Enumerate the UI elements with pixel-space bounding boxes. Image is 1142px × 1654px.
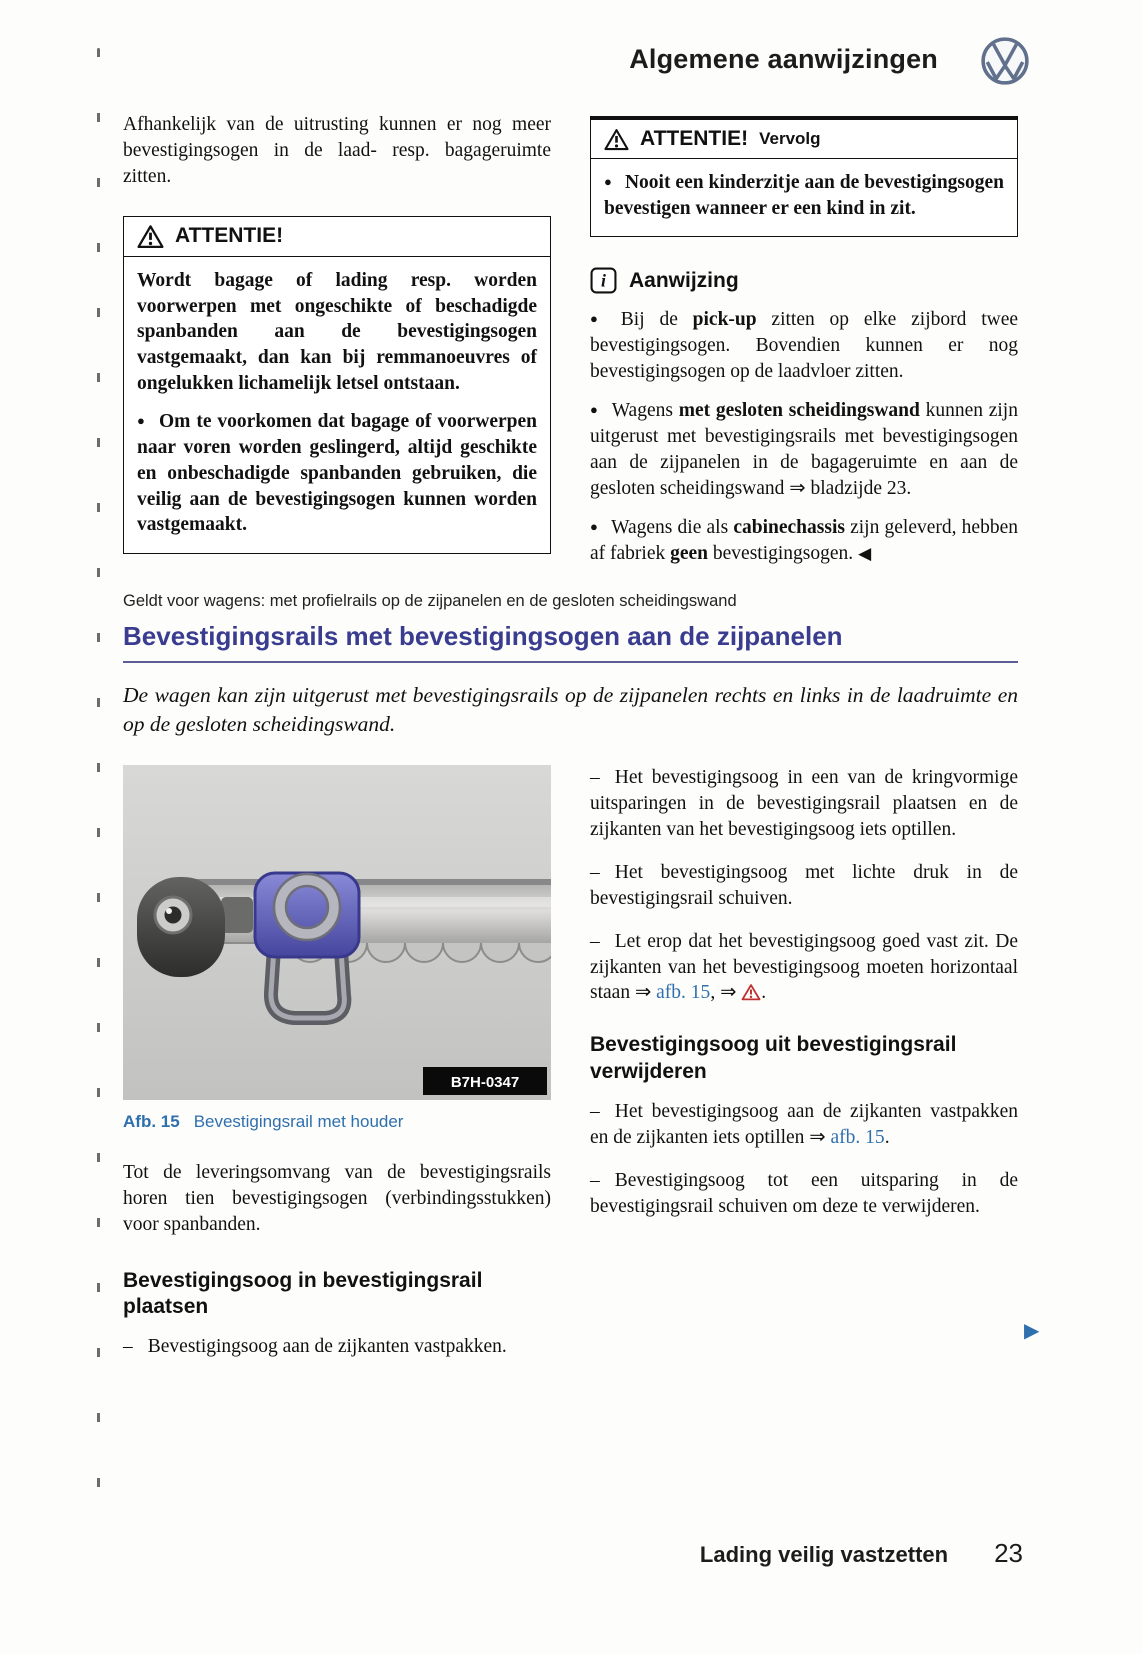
- warning-triangle-icon: [137, 224, 164, 249]
- text-part: .: [761, 982, 767, 1004]
- note-bullet-3: [590, 515, 1018, 567]
- step-place-eye: – Het bevestigingsoog in een van de kringvormige uitsparingen in de bevestigingsrail plaatsen en de zijkanten van het bevestigingsoog iets optillen.: [590, 765, 1018, 843]
- text-part: Let erop dat het bevestigingsoog goed vast zit. De zijkanten van het bevestigingsoog moeten horizontaal staan ⇒: [590, 930, 1018, 1004]
- right-lower-column: [590, 765, 1018, 1237]
- note-header: [590, 267, 1018, 294]
- section-intro: De wagen kan zijn uitgerust met bevestigingsrails op de zijpanelen rechts en links in de laadruimte en op de gesloten scheidingswand.: [123, 683, 1018, 737]
- subheading-remove: Bevestigingsoog uit bevestigingsrail verwijderen: [590, 1033, 957, 1083]
- note-bullet-2: [590, 398, 1018, 502]
- text-bold: geen: [670, 542, 709, 564]
- figure-image-rail-with-holder: [123, 765, 551, 1100]
- applicability-note: Geldt voor wagens: met profielrails op de zijpanelen en de gesloten scheidingswand: [123, 592, 737, 610]
- page-header-title: Algemene aanwijzingen: [629, 44, 938, 74]
- section-block: [123, 592, 1018, 739]
- figure-number: Afb. 15: [123, 1112, 180, 1131]
- footer-chapter-label: Lading veilig vastzetten: [699, 1542, 949, 1567]
- note-bullet-1: [590, 307, 1018, 385]
- text-part: , ⇒: [710, 982, 742, 1004]
- attention-continued-bullet: ● Nooit een kinderzitje aan de bevestigingsogen bevestigen wanneer er een kind in zit.: [604, 170, 1004, 221]
- warning-reference-icon: [741, 983, 761, 1001]
- text-part: zitten op elke zijbord twee bevestigingsogen. Bovendien kunnen er nog bevestigingsogen op de laadvloer zitten.: [590, 309, 1019, 383]
- page-footer: [123, 1538, 1023, 1569]
- figure-reference-link[interactable]: afb. 15: [656, 982, 711, 1004]
- figure-caption-text: Bevestigingsrail met houder: [193, 1112, 404, 1131]
- attention-continued-title: ATTENTIE!: [640, 127, 749, 150]
- binding-tick-marks: [97, 48, 100, 1526]
- text-part: Wagens: [611, 400, 679, 422]
- continuation-marker: ▶: [1024, 1320, 1040, 1342]
- text-part: kunnen zijn uitgerust met bevestigingsrails met bevestigingsogen aan de zijpanelen in de bagageruimte en aan de gesloten scheidingswand ⇒ bladzijde 23.: [590, 400, 1018, 499]
- figure-block: [123, 765, 551, 1377]
- figure-reference-link[interactable]: afb. 15: [830, 1126, 885, 1148]
- note-section: [590, 267, 1018, 566]
- vw-logo-icon: [980, 36, 1030, 86]
- warning-triangle-icon: [604, 128, 629, 151]
- step-check-seated: [590, 929, 1018, 1007]
- attention-continued-suffix: Vervolg: [759, 129, 821, 148]
- attention-continued-body: [591, 159, 1017, 236]
- text-part: Wagens die als: [611, 516, 734, 538]
- attention-text: Wordt bagage of lading resp. worden voorwerpen met ongeschikte of beschadigde spanbanden aan de bevestigingsogen vastgemaakt, dan kan bij remmanoeuvres of ongelukken lichamelijk letsel ontstaan.: [137, 269, 537, 394]
- step-slide-remove: – Bevestigingsoog tot een uitsparing in de bevestigingsrail schuiven om deze te verwijderen.: [590, 1168, 1018, 1220]
- figure-caption: [123, 1112, 551, 1132]
- text-part: bevestigingsogen.: [708, 542, 859, 564]
- text-bold: met gesloten scheidingswand: [678, 400, 920, 422]
- attention-bullet: ● Om te voorkomen dat bagage of voorwerpen naar voren worden geslingerd, altijd geschikte en onbeschadigde spanbanden gebruiken, die veilig aan de bevestigingsogen kunnen worden vastgemaakt.: [137, 409, 537, 538]
- text-part: .: [884, 1126, 890, 1148]
- right-column: [590, 112, 1018, 567]
- note-title: Aanwijzing: [629, 268, 739, 292]
- attention-box: [123, 216, 551, 554]
- attention-box-header: [124, 217, 550, 257]
- intro-paragraph: Afhankelijk van de uitrusting kunnen er nog meer bevestigingsogen in de laad- resp. bagageruimte zitten.: [123, 114, 551, 187]
- figure-code-label: B7H-0347: [450, 1074, 520, 1091]
- step-grab-sides: – Bevestigingsoog aan de zijkanten vastpakken.: [123, 1334, 551, 1360]
- attention-continued-box: [590, 116, 1018, 237]
- left-column: [123, 112, 551, 554]
- text-part: zijn geleverd, hebben af fabriek: [590, 516, 1018, 564]
- text-bold: cabinechassis: [733, 516, 845, 538]
- section-heading: Bevestigingsrails met bevestigingsogen aan de zijpanelen: [123, 621, 1018, 663]
- delivery-scope-paragraph: Tot de leveringsomvang van de bevestigingsrails horen tien bevestigingsogen (verbindingsstukken) voor spanbanden.: [123, 1162, 551, 1235]
- info-icon: [590, 267, 617, 294]
- attention-title: ATTENTIE!: [175, 224, 284, 248]
- footer-page-number: 23: [994, 1538, 1023, 1568]
- subheading-insert: Bevestigingsoog in bevestigingsrail plaatsen: [123, 1268, 483, 1319]
- text-part: Het bevestigingsoog aan de zijkanten vastpakken en de zijkanten iets optillen ⇒: [590, 1100, 1018, 1148]
- step-grab-lift: [590, 1099, 1018, 1151]
- text-part: Bij de: [620, 309, 693, 331]
- section-end-marker: ◀: [858, 543, 872, 563]
- text-bold: pick-up: [692, 309, 757, 331]
- step-push-eye: – Het bevestigingsoog met lichte druk in de bevestigingsrail schuiven.: [590, 860, 1018, 912]
- svg-text:i: i: [601, 271, 606, 292]
- attention-continued-header: [591, 120, 1017, 159]
- attention-box-body: [124, 257, 550, 553]
